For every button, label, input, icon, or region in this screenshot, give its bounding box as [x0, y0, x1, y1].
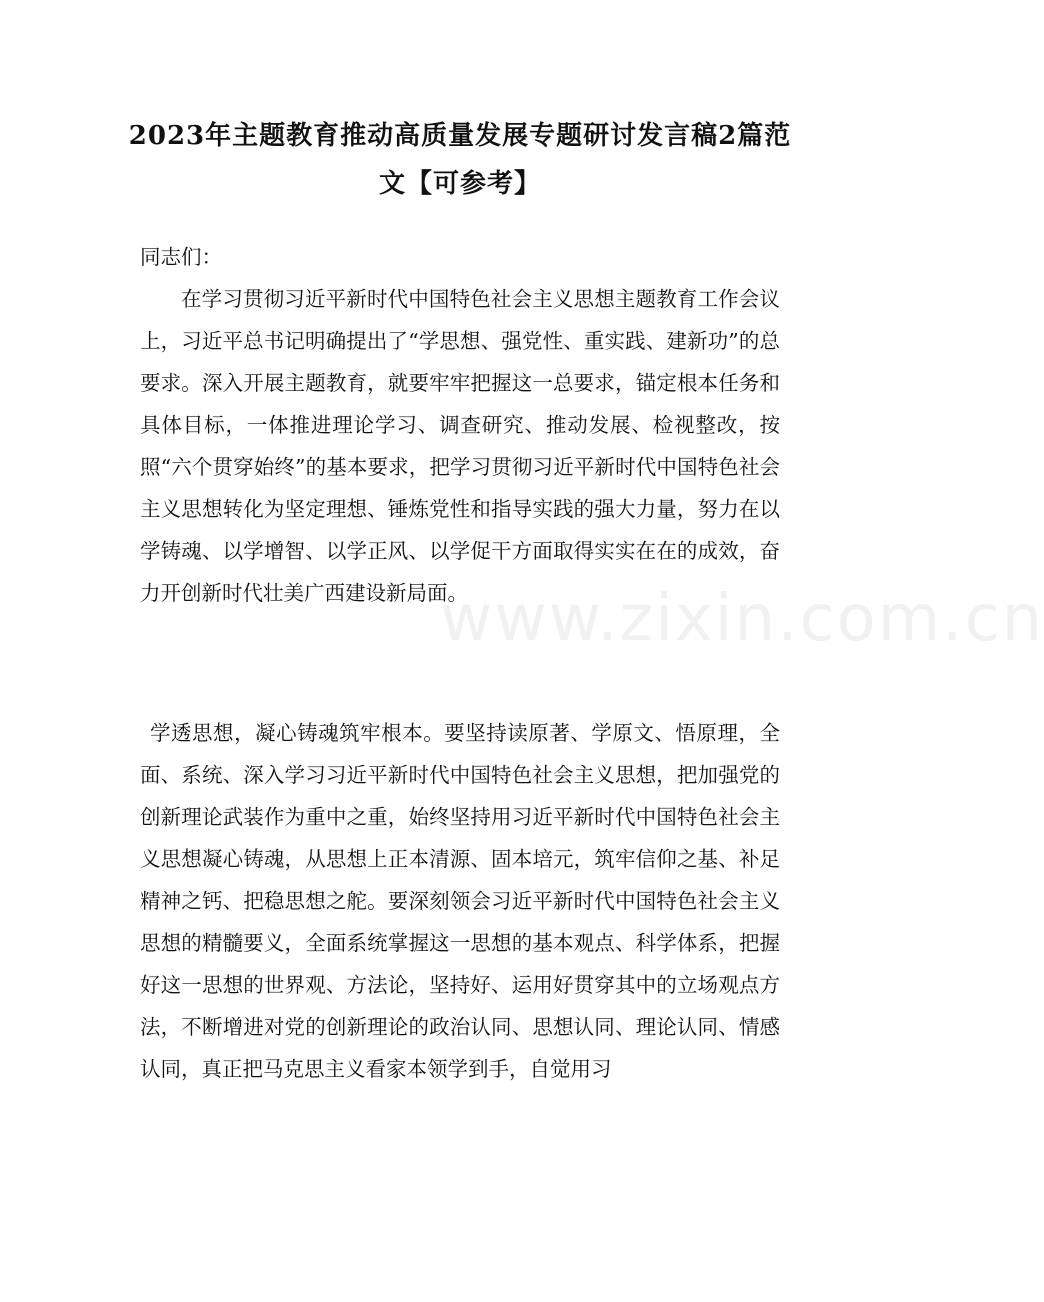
- document-title: 2023年主题教育推动高质量发展专题研讨发言稿2篇范文【可参考】: [128, 121, 792, 199]
- paragraph-2: 学透思想，凝心铸魂筑牢根本。要坚持读原著、学原文、悟原理，全面、系统、深入学习习近平新时代中国特色社会主义思想，把加强党的创新理论武装作为重中之重，始终坚持用习近平新时代中国特色社会主义思想凝心铸魂，从思想上正本清源、固本培元，筑牢信仰之基、补足精神之钙、把稳思想之舵。要深刻领会习近平新时代中国特色社会主义思想的精髓要义，全面系统掌握这一思想的基本观点、科学体系，把握好这一思想的世界观、方法论，坚持好、运用好贯穿其中的立场观点方法，不断增进对党的创新理论的政治认同、思想认同、理论认同、情感认同，真正把马克思主义看家本领学到手，自觉用习: [140, 721, 780, 1081]
- salutation: 同志们：: [140, 245, 222, 269]
- paragraph-1: 在学习贯彻习近平新时代中国特色社会主义思想主题教育工作会议上，习近平总书记明确提出了“学思想、强党性、重实践、建新功”的总要求。深入开展主题教育，就要牢牢把握这一总要求，锚定根本任务和具体目标，一体推进理论学习、调查研究、推动发展、检视整改，按照“六个贯穿始终”的基本要求，把学习贯彻习近平新时代中国特色社会主义思想转化为坚定理想、锤炼党性和指导实践的强大力量，努力在以学铸魂、以学增智、以学正风、以学促干方面取得实实在在的成效，奋力开创新时代壮美广西建设新局面。: [140, 287, 780, 605]
- watermark: www.zixin.com.cn: [440, 582, 1044, 656]
